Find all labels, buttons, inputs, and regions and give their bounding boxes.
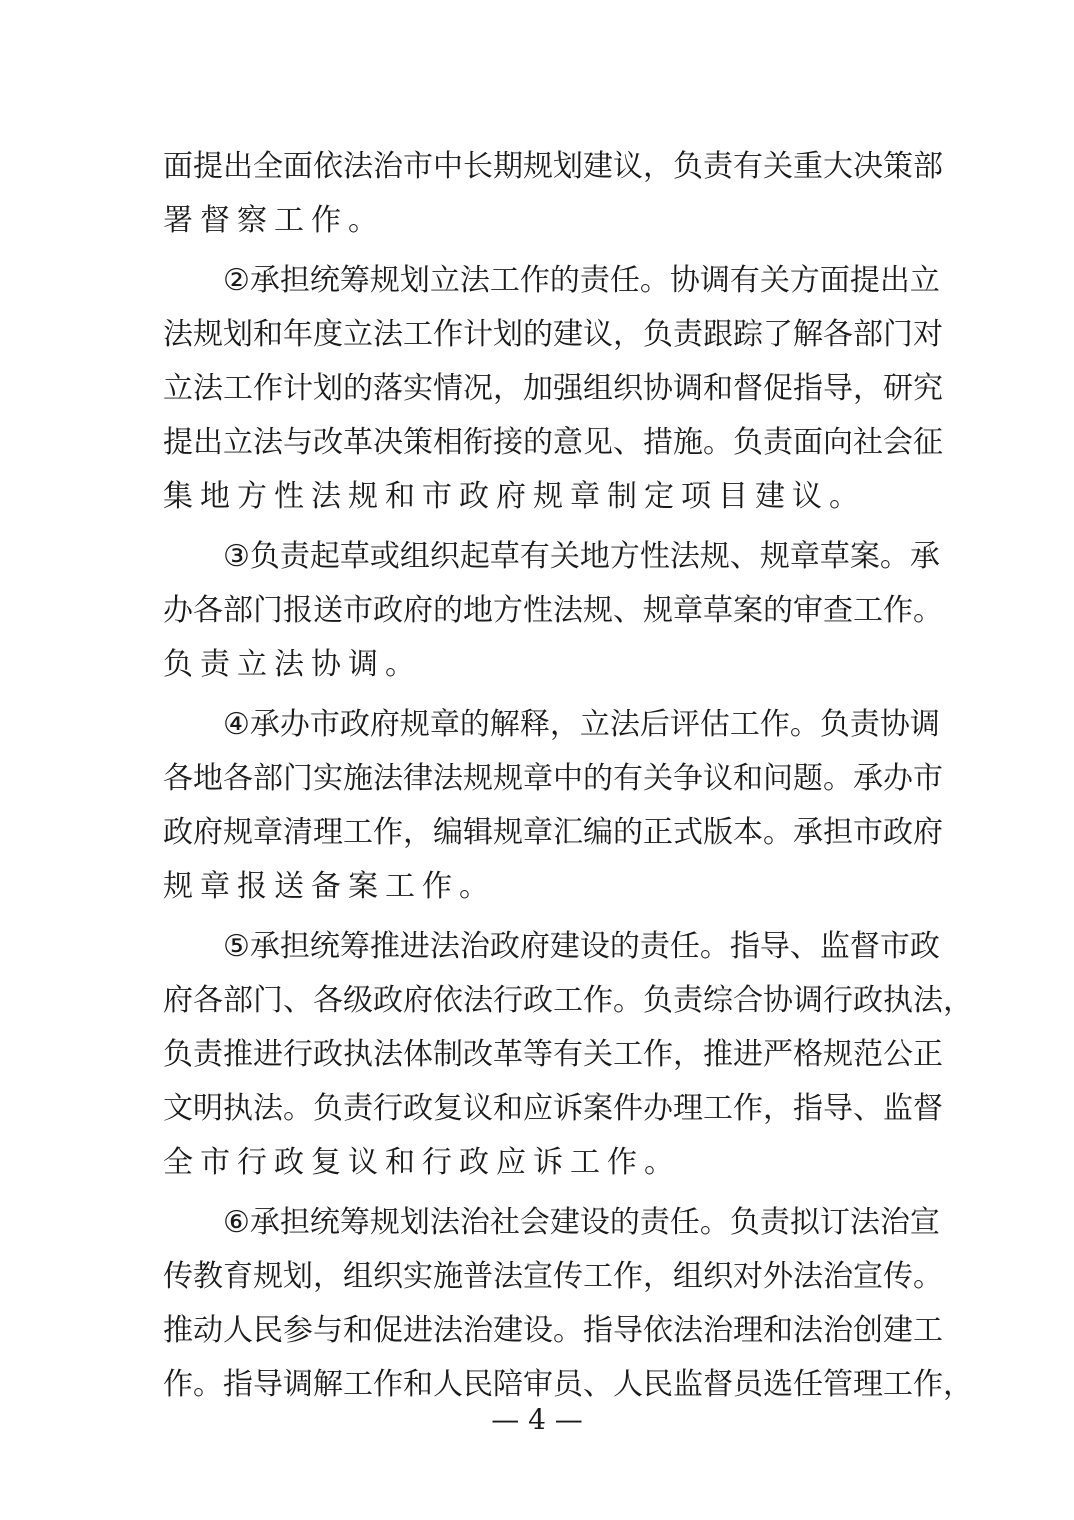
body-line: 面 提 出 全 面 依 法 治 市 中 长 期 规 划 建 议 ， 负 责 有 关 重 大 决 策 部 <box>163 149 943 184</box>
paragraph-first-line: ⑥ 承 担 统 筹 规 划 法 治 社 会 建 设 的 责 任 。 负 责 拟 订 法 治 宣 <box>223 1205 940 1240</box>
document-body <box>163 140 973 1412</box>
paragraph-first-line: ③ 负 责 起 草 或 组 织 起 草 有 关 地 方 性 法 规 、 规 章 草 案 。 承 <box>223 539 940 574</box>
body-line: 提 出 立 法 与 改 革 决 策 相 衔 接 的 意 见 、 措 施 。 负 责 面 向 社 会 征 <box>163 425 943 460</box>
body-line: 各 地 各 部 门 实 施 法 律 法 规 规 章 中 的 有 关 争 议 和 问 题 。 承 办 市 <box>163 761 943 796</box>
body-line: 全市行政复议和行政应诉工作。 <box>163 1145 681 1180</box>
paragraph-first-line: ② 承 担 统 筹 规 划 立 法 工 作 的 责 任 。 协 调 有 关 方 面 提 出 立 <box>223 263 940 298</box>
body-line: 推 动 人 民 参 与 和 促 进 法 治 建 设 。 指 导 依 法 治 理 和 法 治 创 建 工 <box>163 1313 943 1348</box>
body-line: 署督察工作。 <box>163 203 385 238</box>
body-line: 集地方性法规和市政府规章制定项目建议。 <box>163 479 866 514</box>
body-line: 传 教 育 规 划 ， 组 织 实 施 普 法 宣 传 工 作 ， 组 织 对 外 法 治 宣 传 。 <box>163 1259 943 1294</box>
paragraph-first-line: ⑤ 承 担 统 筹 推 进 法 治 政 府 建 设 的 责 任 。 指 导 、 监 督 市 政 <box>223 929 940 964</box>
body-line: 负责立法协调。 <box>163 647 422 682</box>
body-line: 文 明 执 法 。 负 责 行 政 复 议 和 应 诉 案 件 办 理 工 作 ， 指 导 、 监 督 <box>163 1091 943 1126</box>
body-line: 作 。 指 导 调 解 工 作 和 人 民 陪 审 员 、 人 民 监 督 员 选 任 管 理 工 作 ， <box>163 1367 973 1402</box>
body-line: 负 责 推 进 行 政 执 法 体 制 改 革 等 有 关 工 作 ， 推 进 严 格 规 范 公 正 <box>163 1037 943 1072</box>
paragraph-first-line: ④ 承 办 市 政 府 规 章 的 解 释 ， 立 法 后 评 估 工 作 。 负 责 协 调 <box>223 707 940 742</box>
body-line: 立 法 工 作 计 划 的 落 实 情 况 ， 加 强 组 织 协 调 和 督 促 指 导 ， 研 究 <box>163 371 943 406</box>
body-line: 府 各 部 门 、 各 级 政 府 依 法 行 政 工 作 。 负 责 综 合 协 调 行 政 执 法 ， <box>163 983 973 1018</box>
body-line: 政 府 规 章 清 理 工 作 ， 编 辑 规 章 汇 编 的 正 式 版 本 。 承 担 市 政 府 <box>163 815 943 850</box>
body-line: 规章报送备案工作。 <box>163 869 496 904</box>
body-line: 法 规 划 和 年 度 立 法 工 作 计 划 的 建 议 ， 负 责 跟 踪 了 解 各 部 门 对 <box>163 317 943 352</box>
body-line: 办 各 部 门 报 送 市 政 府 的 地 方 性 法 规 、 规 章 草 案 的 审 查 工 作 。 <box>163 593 943 628</box>
page-number: — 4 — <box>491 1403 583 1436</box>
